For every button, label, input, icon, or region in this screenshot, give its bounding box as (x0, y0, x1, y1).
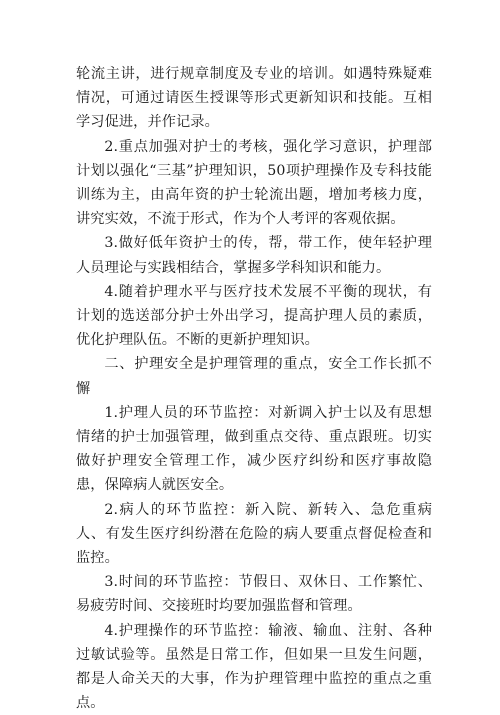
paragraph-safety-item-1-staff: 1.护理人员的环节监控：对新调入护士以及有思想情绪的护士加强管理，做到重点交待、重点跟班。切实做好护理安全管理工作，减少医疗纠纷和医疗事故隐患，保障病人就医安全。 (76, 404, 432, 494)
paragraph-safety-item-2-patients: 2.病人的环节监控：新入院、新转入、急危重病人、有发生医疗纠纷潜在危险的病人要重点督促检查和监控。 (76, 501, 432, 567)
document-body (76, 62, 432, 715)
paragraph-safety-item-3-time: 3.时间的环节监控：节假日、双休日、工作繁忙、易疲劳时间、交接班时均要加强监督和管理。 (76, 574, 432, 615)
paragraph-item-4-training: 4.随着护理水平与医疗技术发展不平衡的现状，有计划的选送部分护士外出学习，提高护理人员的素质，优化护理队伍。不断的更新护理知识。 (76, 283, 432, 349)
paragraph-item-3-mentoring: 3.做好低年资护士的传，帮，带工作，使年轻护理人员理论与实践相结合，掌握多学科知识和能力。 (76, 235, 432, 276)
paragraph-continuation: 轮流主讲，进行规章制度及专业的培训。如遇特殊疑难情况，可通过请医生授课等形式更新知识和技能。互相学习促进，并作记录。 (76, 66, 432, 131)
paragraph-item-2-assessment: 2.重点加强对护士的考核，强化学习意识，护理部计划以强化“三基”护理知识，50项护理操作及专科技能训练为主，由高年资的护士轮流出题，增加考核力度，讲究实效，不流于形式，作为个人考评的客观依据。 (76, 138, 432, 228)
section-heading-safety: 二、护理安全是护理管理的重点，安全工作长抓不懈 (76, 356, 432, 397)
paragraph-safety-item-4-operations: 4.护理操作的环节监控：输液、输血、注射、各种过敏试验等。虽然是日常工作，但如果一旦发生问题，都是人命关天的大事，作为护理管理中监控的重点之重点。 (76, 622, 432, 712)
